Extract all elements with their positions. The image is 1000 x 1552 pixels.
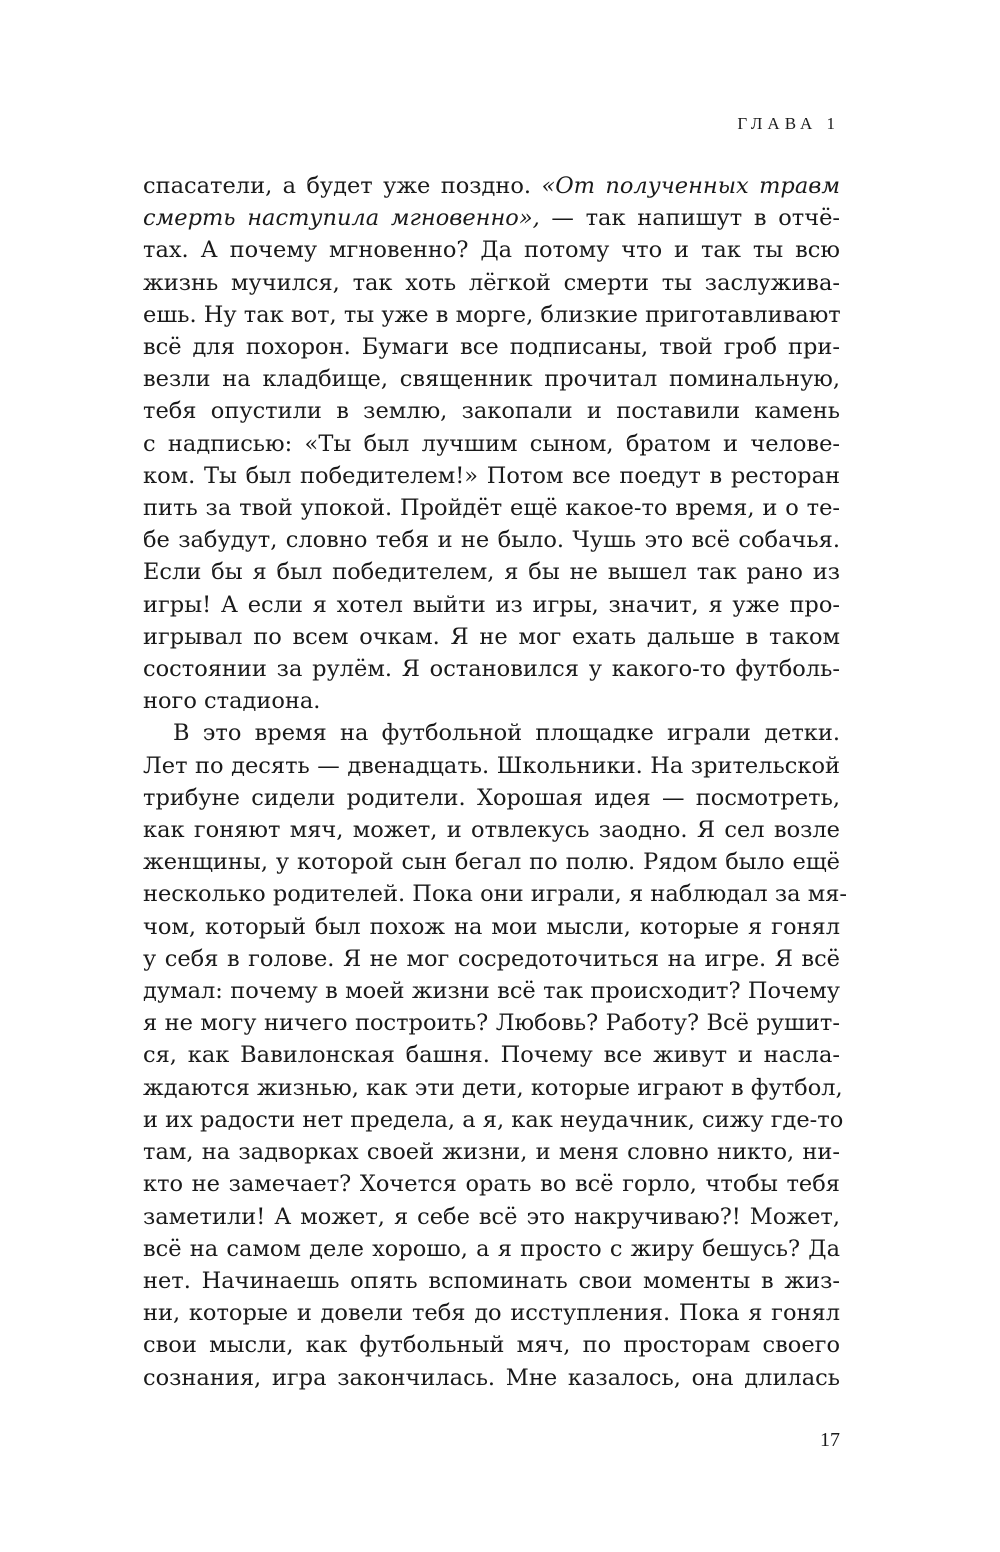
text-line [143, 975, 840, 1007]
text-line [143, 589, 840, 621]
text-segment: сознания, игра закончилась. Мне казалось, она длилась [143, 1364, 840, 1391]
text-segment: всё на самом деле хорошо, а я просто с жиру бешусь? Да [143, 1235, 840, 1262]
text-segment: тебя опустили в землю, закопали и поставили камень [143, 398, 840, 425]
text-segment: Если бы я был победителем, я бы не вышел так рано из [143, 559, 840, 586]
text-line [143, 1297, 840, 1329]
text-line [143, 395, 840, 427]
text-segment: бе забудут, словно тебя и не было. Чушь это всё собачья. [143, 527, 840, 554]
text-segment: ся, как Вавилонская башня. Почему все живут и насла- [143, 1042, 840, 1069]
text-segment: тах. А почему мгновенно? Да потому что и так ты всю [143, 237, 840, 264]
text-line [143, 1329, 840, 1361]
text-segment: и их радости нет предела, а я, как неудачник, сижу где-то [143, 1106, 844, 1133]
text-segment: у себя в голове. Я не мог сосредоточиться на игре. Я всё [143, 945, 840, 972]
text-line [143, 492, 840, 524]
text-segment: несколько родителей. Пока они играли, я наблюдал за мя- [143, 881, 848, 908]
text-segment: игры! А если я хотел выйти из игры, значит, я уже про- [143, 591, 840, 618]
text-segment: как гоняют мяч, может, и отвлекусь заодно. Я сел возле [143, 817, 840, 844]
text-line [143, 911, 840, 943]
text-segment: кто не замечает? Хочется орать во всё горло, чтобы тебя [143, 1171, 840, 1198]
text-segment: там, на задворках своей жизни, и меня словно никто, ни- [143, 1139, 840, 1166]
text-segment: ешь. Ну так вот, ты уже в морге, близкие приготавливают [143, 301, 841, 328]
text-line [143, 1104, 844, 1136]
text-line [143, 331, 840, 363]
italic-quote-segment: «От полученных травм [541, 173, 840, 199]
text-segment: ждаются жизнью, как эти дети, которые играют в футбол, [143, 1074, 843, 1101]
text-line [143, 717, 840, 749]
text-segment: свои мысли, как футбольный мяч, по просторам своего [143, 1332, 840, 1359]
text-segment: заметили! А может, я себе всё это накручиваю?! Может, [143, 1203, 840, 1230]
text-line [143, 621, 840, 653]
text-segment: спасатели, а будет уже поздно. [143, 173, 542, 199]
text-segment: нет. Начинаешь опять вспоминать свои моменты в жиз- [143, 1267, 840, 1294]
text-line [143, 782, 840, 814]
text-segment: В это время на футбольной площадке играли детки. [173, 720, 840, 747]
page-body-text [143, 170, 848, 1394]
text-line [143, 524, 840, 556]
text-line [143, 685, 840, 717]
text-line [143, 814, 840, 846]
text-segment: трибуне сидели родители. Хорошая идея — посмотреть, [143, 784, 840, 811]
text-line [143, 202, 840, 234]
text-segment: чом, который был похож на мои мысли, которые я гонял [143, 913, 840, 940]
text-line [143, 878, 848, 910]
text-line [143, 1233, 840, 1265]
text-line [143, 1039, 840, 1071]
text-line [143, 1362, 840, 1394]
page-number: 17 [820, 1429, 840, 1451]
text-line [143, 267, 840, 299]
text-segment: ком. Ты был победителем!» Потом все поедут в ресторан [143, 462, 840, 489]
text-line [143, 460, 840, 492]
text-segment: Лет по десять — двенадцать. Школьники. На зрительской [143, 752, 840, 779]
text-line [143, 1168, 840, 1200]
text-line [143, 653, 840, 685]
text-segment: состоянии за рулём. Я остановился у какого-то футболь- [143, 656, 840, 683]
text-line [143, 428, 840, 460]
text-line [143, 1007, 840, 1039]
text-line [143, 1072, 843, 1104]
text-segment: игрывал по всем очкам. Я не мог ехать дальше в таком [143, 623, 840, 650]
text-segment: везли на кладбище, священник прочитал поминальную, [143, 366, 840, 393]
text-line [143, 1136, 840, 1168]
text-line [143, 556, 840, 588]
italic-quote-segment: смерть наступила мгновенно», [143, 205, 540, 232]
text-segment: с надписью: «Ты был лучшим сыном, братом и челове- [143, 430, 840, 457]
text-line [143, 170, 840, 202]
text-line [143, 943, 840, 975]
text-segment: думал: почему в моей жизни всё так происходит? Почему [143, 978, 840, 1005]
text-segment: я не могу ничего построить? Любовь? Работу? Всё рушит- [143, 1010, 840, 1037]
text-segment: — так напишут в отчё- [539, 205, 841, 232]
text-segment: ного стадиона. [143, 688, 321, 715]
text-line [143, 1265, 840, 1297]
text-line [143, 363, 840, 395]
text-segment: пить за твой упокой. Пройдёт ещё какое-то время, и о те- [143, 495, 840, 522]
text-segment: ни, которые и довели тебя до исступления. Пока я гонял [143, 1300, 840, 1327]
text-segment: жизнь мучился, так хоть лёгкой смерти ты заслужива- [143, 269, 840, 296]
text-line [143, 1201, 840, 1233]
text-line [143, 234, 840, 266]
text-segment: женщины, у которой сын бегал по полю. Рядом было ещё [143, 849, 840, 876]
text-segment: всё для похорон. Бумаги все подписаны, твой гроб при- [143, 334, 840, 361]
text-line [143, 299, 840, 331]
text-line [143, 750, 840, 782]
running-header: ГЛАВА 1 [737, 114, 840, 133]
text-line [143, 846, 840, 878]
